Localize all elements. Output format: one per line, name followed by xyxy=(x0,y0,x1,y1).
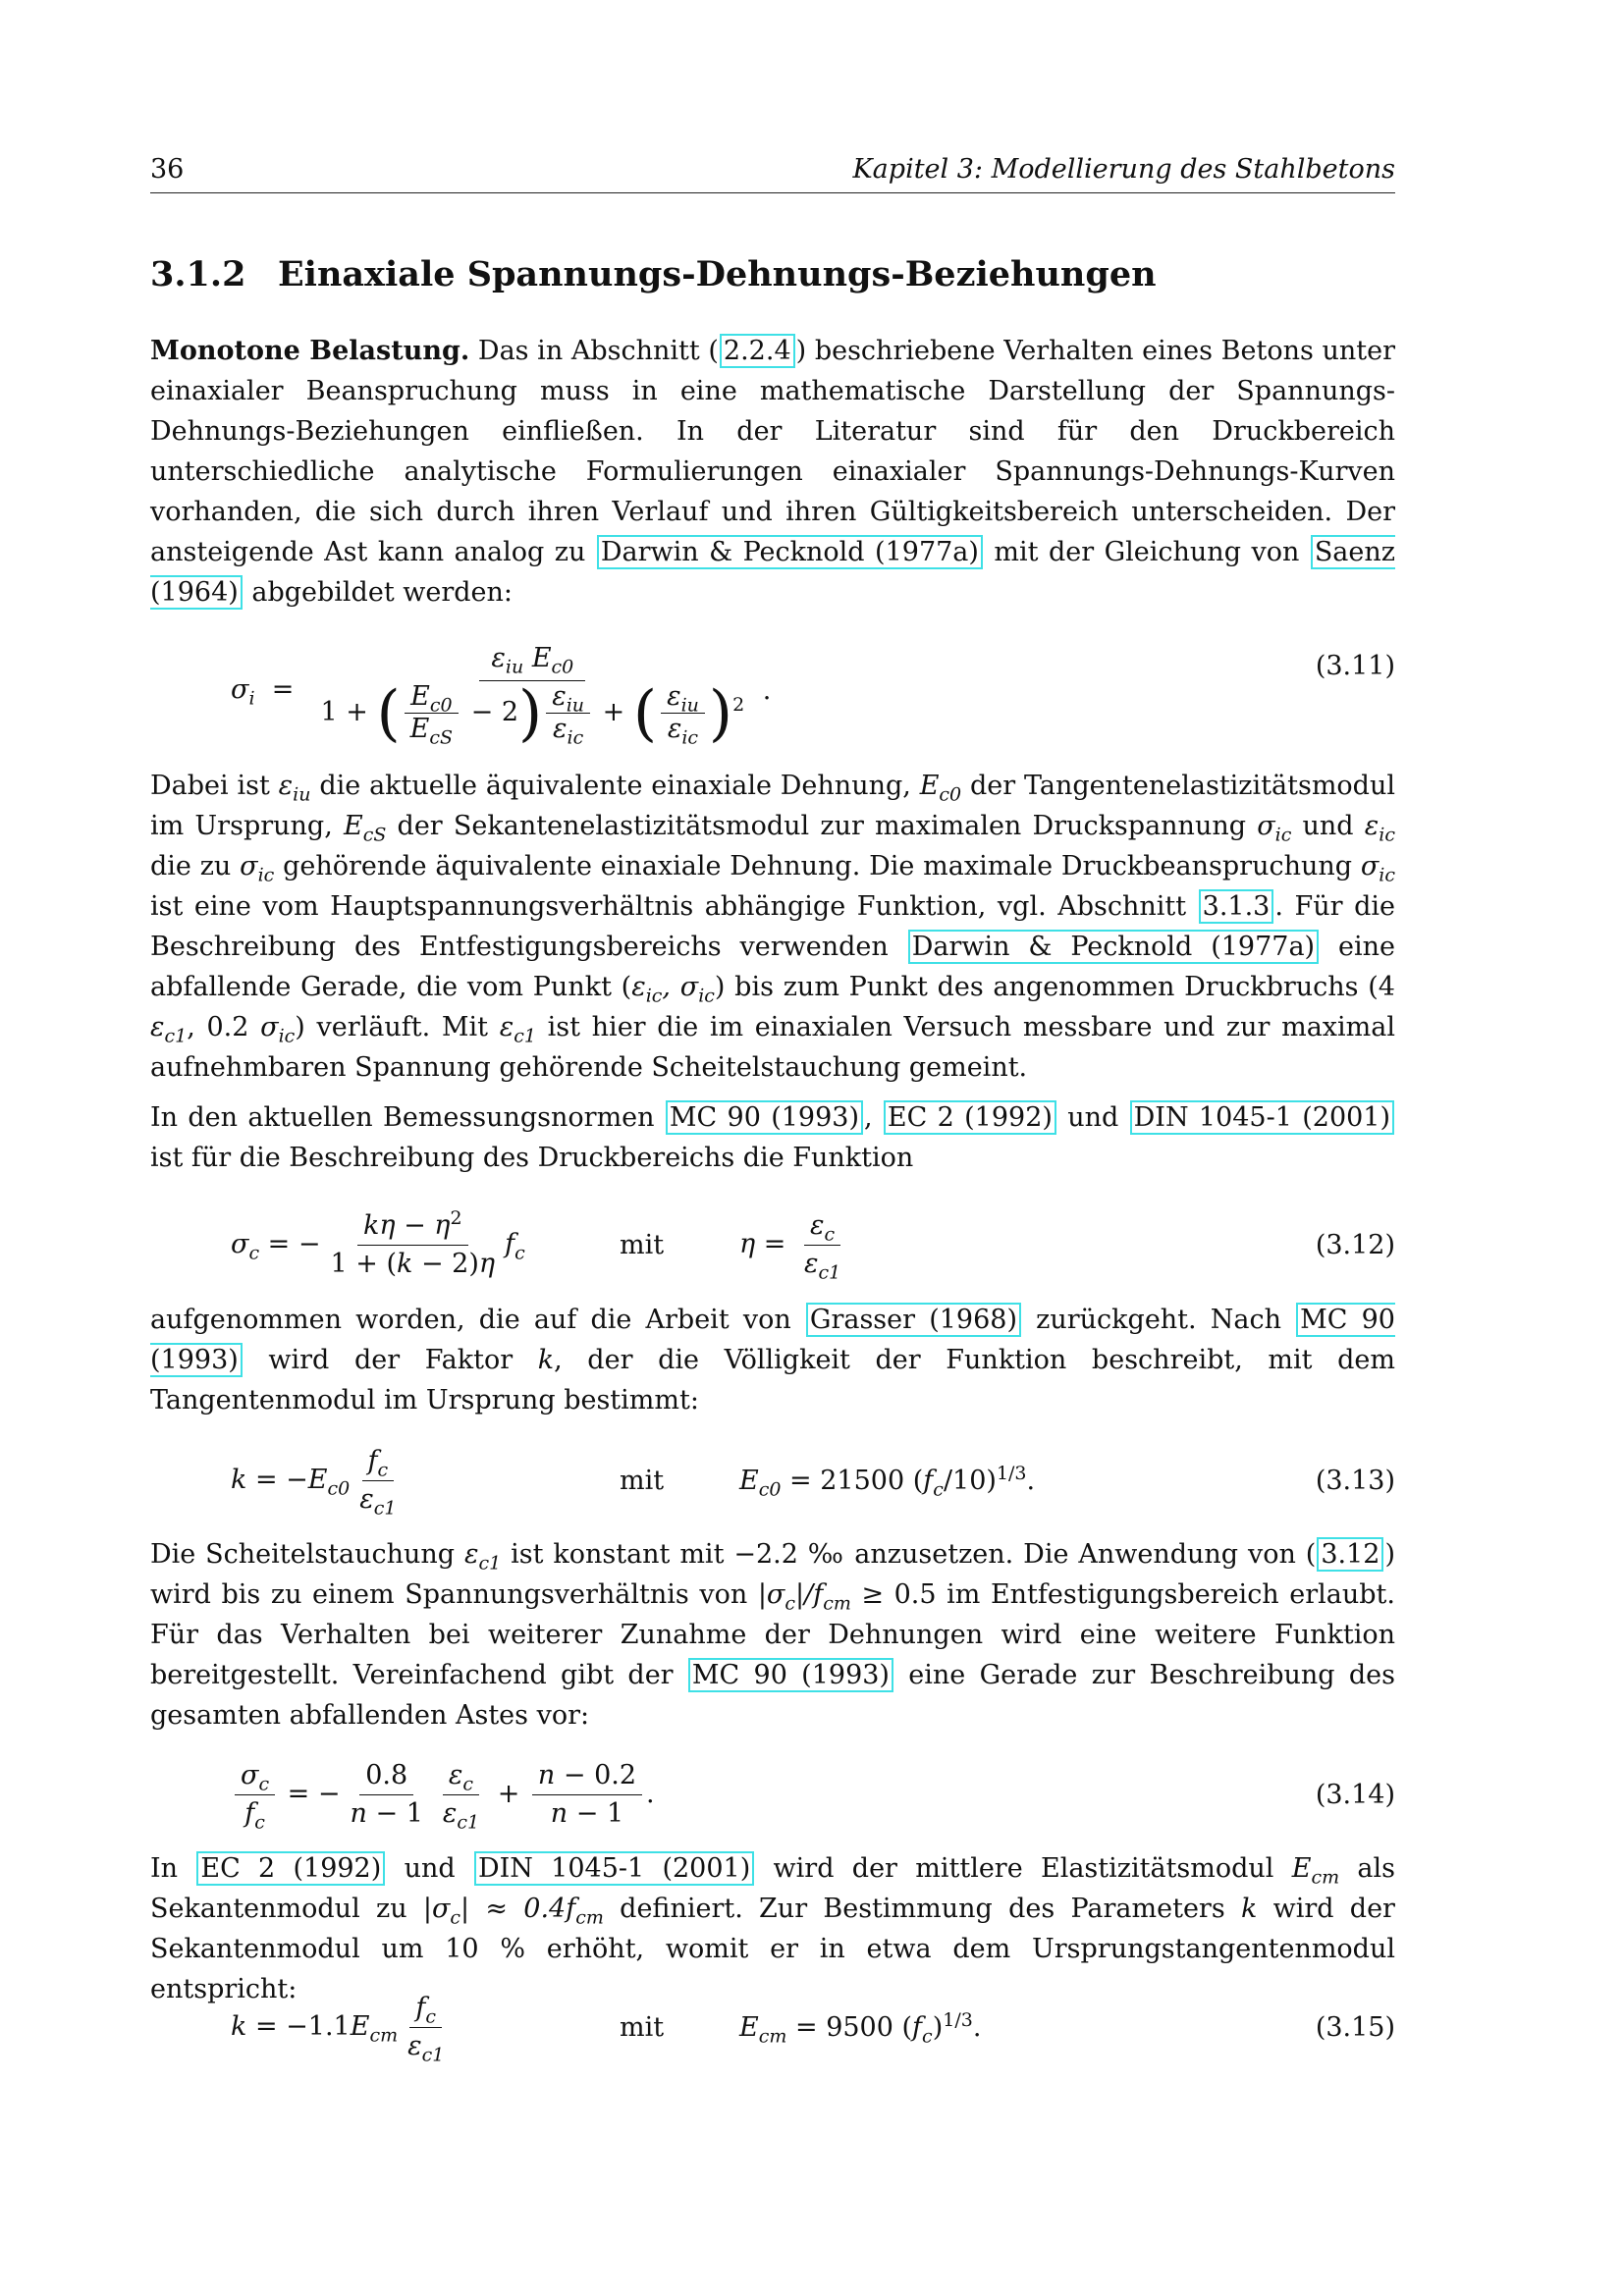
section-number: 3.1.2 xyxy=(150,254,246,294)
paragraph-monotone-loading: Monotone Belastung. Das in Abschnitt ( 2.2.4 ) beschriebene Verhalten eines Betons unter einaxialer Beanspruchung muss in eine mathematische Darstellung der Spannungs-Dehnungs-Beziehungen einfließen. In der Literatur sind für den Druckbereich unterschiedliche analytische Formulierungen einaxialer Spannungs-Dehnungs-Kurven vorhanden, die sich durch ihren Verlauf und ihren Gültigkeitsbereich unterscheiden. Der ansteigende Ast kann analog zu Darwin & Pecknold (1977a) mit der Gleichung von Saenz (1964) abgebildet werden: xyxy=(150,336,1395,608)
citation-link[interactable]: Darwin & Pecknold (1977a) xyxy=(908,930,1319,964)
mit-label: mit xyxy=(620,2012,665,2043)
equation-number: (3.12) xyxy=(1315,1230,1395,1260)
paragraph-grasser: aufgenommen worden, die auf die Arbeit von Grasser (1968) zurückgeht. Nach MC 90 (1993) wird der Faktor k, der die Völligkeit der Funktion beschreibt, mit dem Tangentenmodul im Ursprung bestimmt: xyxy=(150,1305,1395,1415)
equation-number: (3.14) xyxy=(1315,1780,1395,1810)
paragraph-design-codes: In den aktuellen Bemessungsnormen MC 90 (1993) , EC 2 (1992) und DIN 1045-1 (2001) ist für die Beschreibung des Druckbereichs die Funktion xyxy=(150,1097,1395,1178)
page-header xyxy=(150,149,1395,193)
section-heading xyxy=(150,253,1157,296)
paragraph-definitions: Dabei ist $\varepsilon_{iu}$ die aktuelle äquivalente einaxiale Dehnung, $E_{c0}$ der Tangentenelastizitätsmodul im Ursprung, $E_{cS}$ der Sekantenelastizitätsmodul zur maximalen Druckspannung $\sigma_{ic}$ und $\varepsilon_{ic}$ die zu $\sigma_{ic}$ gehörende äquivalente einaxiale Dehnung. Die maximale Druckbeanspruchung $\sigma_{ic}$ ist eine vom Hauptspannungsverhältnis abhängige Funktion, vgl. Abschnitt 3.1.3 . Für die Beschreibung des Entfestigungsbereichs verwenden Darwin & Pecknold (1977a) eine abfallende Gerade, die vom Punkt ($\varepsilon_{ic}$, $\sigma_{ic}$) bis zum Punkt des angenommen Druckbruchs (4 $\varepsilon_{c1}$, 0.2 $\sigma_{ic}$) verläuft. Mit $\varepsilon_{c1}$ ist hier die im einaxialen Versuch messbare und zur maximal aufnehmbaren Spannung gehörende Scheitelstauchung gemeint. xyxy=(150,771,1395,1083)
equation-link[interactable]: 3.12 xyxy=(1317,1537,1383,1572)
page-number: 36 xyxy=(150,154,185,185)
citation-link[interactable]: Grasser (1968) xyxy=(806,1303,1021,1337)
citation-link[interactable]: EC 2 (1992) xyxy=(196,1851,385,1886)
citation-link[interactable]: Saenz (1964) xyxy=(150,537,1395,608)
citation-link[interactable]: DIN 1045-1 (2001) xyxy=(1130,1100,1394,1135)
mit-label: mit xyxy=(620,1466,665,1496)
citation-link[interactable]: MC 90 (1993) xyxy=(666,1100,863,1135)
equation-3-14: $\frac{\sigma_c}{f_c}$ = − $\frac{0.8}{n - 1}$ $\frac{\varepsilon_c}{\varepsilon_{c1}}$ + $\frac{n - 0.2}{n - 1}$ . (3.14) xyxy=(150,1745,1395,1843)
equation-number: (3.11) xyxy=(1315,651,1395,681)
citation-link[interactable]: Darwin & Pecknold (1977a) xyxy=(597,535,983,569)
equation-3-11: $\sigma_i$ = $\varepsilon_{iu}$ $E_{c0}$ 1 + ( $\frac{E_{c0}}{E_{cS}}$ − 2) $\frac{\varepsilon_{iu}}{\varepsilon_{ic}}$ + ( $\frac{\varepsilon_{iu}}{\varepsilon_{ic}}$ )$^2$ . (3.11) xyxy=(150,616,1395,764)
paragraph-secant-modulus: In EC 2 (1992) und DIN 1045-1 (2001) wird der mittlere Elastizitätsmodul $E_{cm}$ als Sekantenmodul zu $|\sigma_c| \approx 0.4f_{cm}$ definiert. Zur Bestimmung des Parameters k wird der Sekantenmodul um 10 % erhöht, womit er in etwa dem Ursprungstangentenmodul entspricht: xyxy=(150,1853,1396,2004)
section-link[interactable]: 3.1.3 xyxy=(1199,889,1274,924)
citation-link[interactable]: MC 90 (1993) xyxy=(688,1658,893,1692)
citation-link[interactable]: DIN 1045-1 (2001) xyxy=(474,1851,754,1886)
section-title: Einaxiale Spannungs-Dehnungs-Beziehungen xyxy=(278,254,1157,294)
mit-label: mit xyxy=(620,1230,665,1260)
equation-3-12: $\sigma_c$ = − $\frac{k\eta - \eta^2}{1 + (k - 2)\eta}$ $f_c$ mit η = $\frac{\varepsilon_c}{\varepsilon_{c1}}$ (3.12) xyxy=(231,1207,1395,1284)
paragraph-peak-strain: Die Scheitelstauchung $\varepsilon_{c1}$ ist konstant mit −2.2 ‰ anzusetzen. Die Anwendung von ( 3.12 ) wird bis zu einem Spannungsverhältnis von $|\sigma_c|/f_{cm} \ge 0.5$ im Entfestigungsbereich erlaubt. Für das Verhalten bei weiterer Zunahme der Dehnungen wird eine weitere Funktion bereitgestellt. Vereinfachend gibt der MC 90 (1993) eine Gerade zur Beschreibung des gesamten abfallenden Astes vor: xyxy=(150,1539,1395,1731)
citation-link[interactable]: EC 2 (1992) xyxy=(884,1100,1056,1135)
runin-heading: Monotone Belastung. xyxy=(150,336,470,366)
equation-3-15: $k = -1.1E_{cm}$ $\frac{f_c}{\varepsilon_{c1}}$ mit $E_{cm} = 9500$ $(f_c)^{1/3}$. (3.15) xyxy=(150,1978,1395,2076)
equation-number: (3.15) xyxy=(1315,2012,1395,2043)
equation-3-13: $k = -E_{c0}$ $\frac{f_c}{\varepsilon_{c1}}$ mit $E_{c0} = 21500$ $(f_c/10)^{1/3}$. (3.13) xyxy=(150,1431,1395,1529)
citation-link[interactable]: MC 90 (1993) xyxy=(150,1305,1395,1375)
running-title: Kapitel 3: Modellierung des Stahlbetons xyxy=(852,154,1395,185)
equation-number: (3.13) xyxy=(1315,1466,1395,1496)
section-link[interactable]: 2.2.4 xyxy=(720,334,795,368)
